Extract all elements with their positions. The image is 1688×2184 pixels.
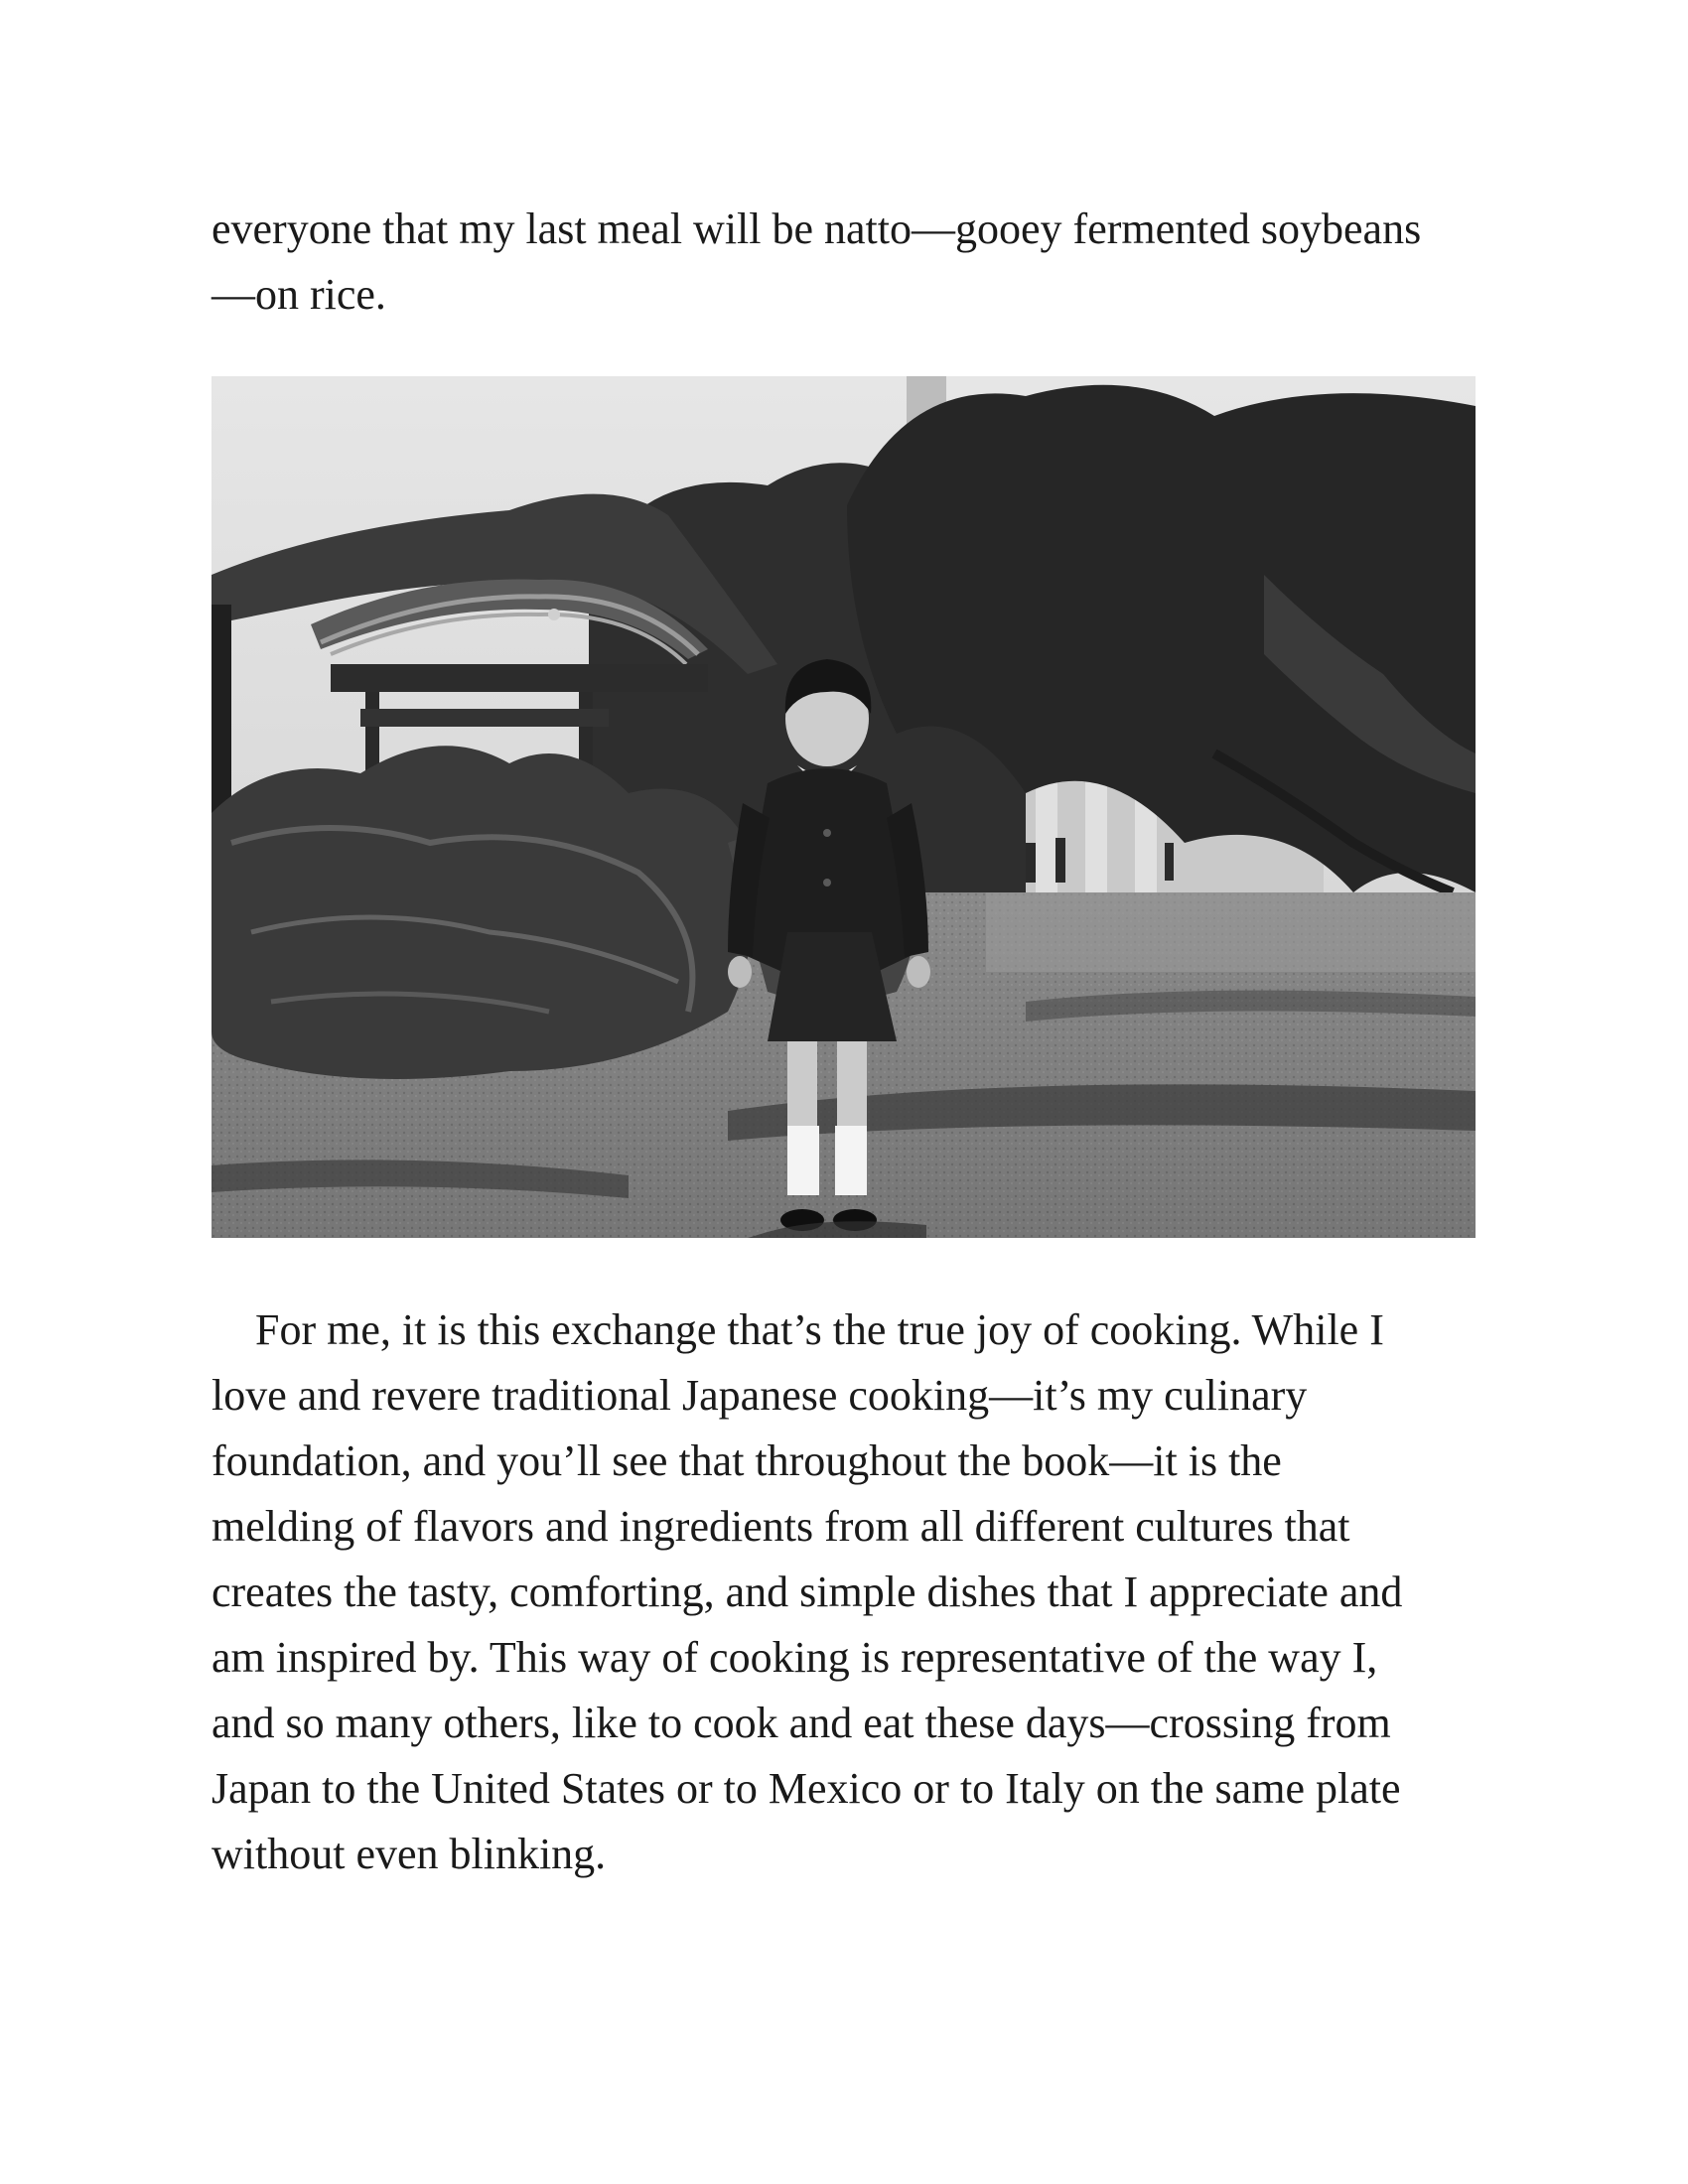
childhood-photo: [211, 376, 1476, 1238]
text-line: creates the tasty, comforting, and simple dishes that I appreciate and: [211, 1568, 1403, 1616]
text-line: melding of flavors and ingredients from all different cultures that: [211, 1502, 1350, 1551]
text-line: Japan to the United States or to Mexico or to Italy on the same plate: [211, 1764, 1401, 1813]
paragraph-main: [211, 1297, 1492, 1887]
text-line: without even blinking.: [211, 1830, 607, 1878]
text-line: love and revere traditional Japanese cooking—it’s my culinary: [211, 1371, 1308, 1420]
paragraph-continuation: [211, 197, 1492, 328]
photo-illustration: [211, 376, 1476, 1238]
text-line: foundation, and you’ll see that throughout the book—it is the: [211, 1436, 1282, 1485]
text-line: —on rice.: [211, 270, 386, 319]
text-line: everyone that my last meal will be natto—gooey fermented soybeans: [211, 205, 1422, 253]
text-line: and so many others, like to cook and eat these days—crossing from: [211, 1699, 1391, 1747]
text-line: am inspired by. This way of cooking is representative of the way I,: [211, 1633, 1378, 1682]
text-line: For me, it is this exchange that’s the true joy of cooking. While I: [211, 1305, 1384, 1354]
